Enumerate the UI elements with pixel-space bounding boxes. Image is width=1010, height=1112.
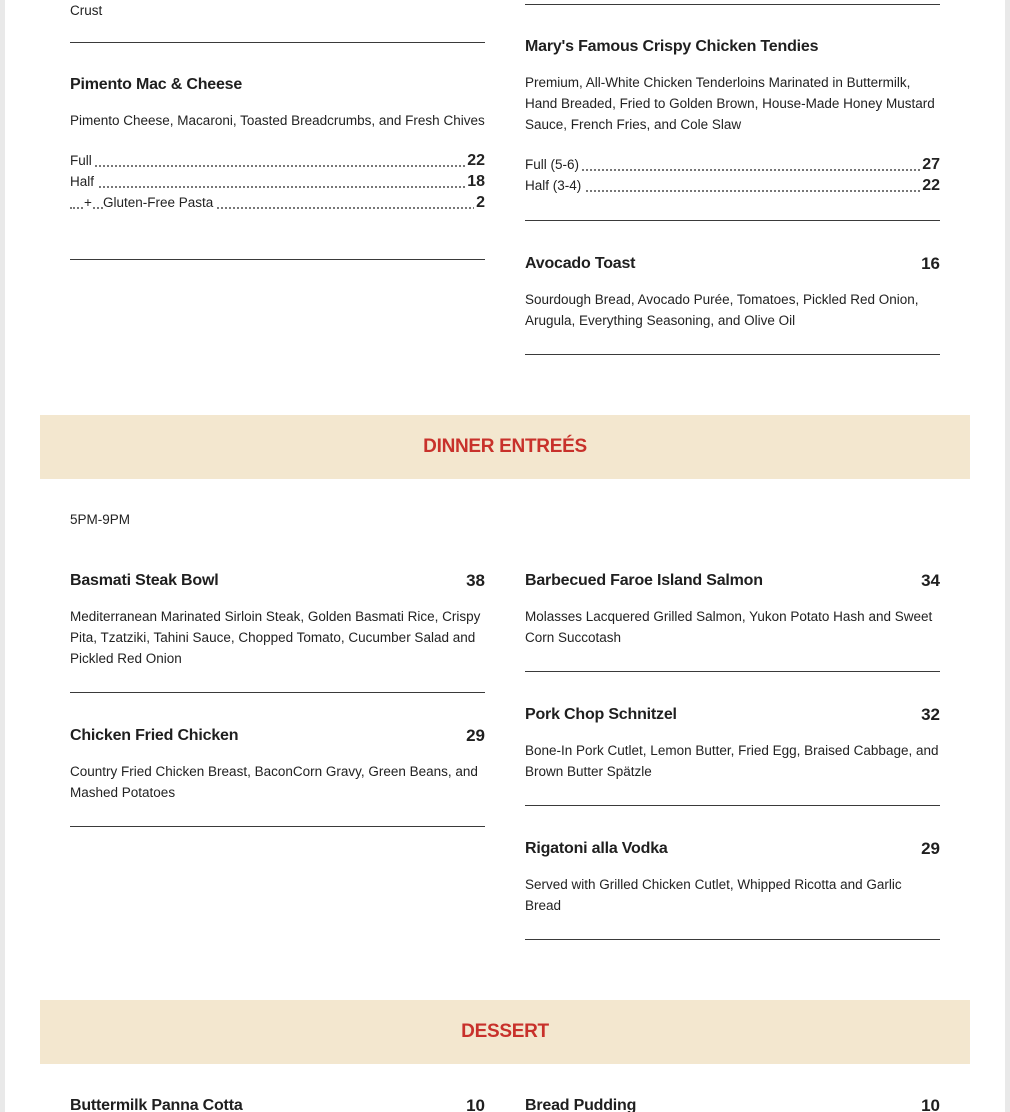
item-price: 16	[921, 254, 940, 273]
item-name: Bread Pudding	[525, 1097, 637, 1112]
addon-price: 2	[476, 194, 485, 211]
menu-item-previous	[70, 0, 485, 43]
addon-row	[70, 192, 485, 213]
dot-leader	[525, 169, 940, 171]
item-description: Country Fried Chicken Breast, BaconCorn Gravy, Green Beans, and Mashed Potatoes	[70, 764, 478, 800]
dessert-left-column	[70, 1093, 485, 1112]
menu-item-pimento-mac	[70, 72, 485, 260]
item-price: 34	[921, 571, 940, 590]
option-price: 22	[467, 152, 485, 169]
menu-item-basmati-steak-bowl	[70, 568, 485, 693]
item-price: 10	[466, 1096, 485, 1112]
menu-item-faroe-salmon	[525, 568, 940, 672]
item-description-fragment: Crust	[70, 3, 103, 18]
option-label: Half	[70, 171, 97, 192]
dot-leader	[525, 190, 940, 192]
menu-item-chicken-fried-chicken	[70, 723, 485, 827]
item-name: Avocado Toast	[525, 255, 636, 272]
dessert-right-column	[525, 1093, 940, 1112]
item-name: Barbecued Faroe Island Salmon	[525, 572, 763, 589]
section-title: DESSERT	[461, 1021, 549, 1042]
section-title: DINNER ENTREÉS	[423, 436, 587, 457]
menu-item-bread-pudding	[525, 1093, 940, 1112]
item-description: Molasses Lacquered Grilled Salmon, Yukon Potato Hash and Sweet Corn Succotash	[525, 609, 933, 645]
item-name: Chicken Fried Chicken	[70, 727, 239, 744]
dot-leader	[70, 165, 485, 167]
item-price: 29	[921, 839, 940, 858]
item-description: Pimento Cheese, Macaroni, Toasted Breadcrumbs, and Fresh Chives	[70, 113, 485, 128]
item-name: Pork Chop Schnitzel	[525, 706, 677, 723]
dot-leader	[70, 186, 485, 188]
item-description: Sourdough Bread, Avocado Purée, Tomatoes, Pickled Red Onion, Arugula, Everything Seasoning, and Olive Oil	[525, 292, 919, 328]
price-options	[525, 154, 940, 196]
section-header-dinner	[40, 415, 970, 479]
item-name: Rigatoni alla Vodka	[525, 840, 668, 857]
price-options	[70, 150, 485, 213]
item-name: Mary's Famous Crispy Chicken Tendies	[525, 38, 819, 55]
item-name: Basmati Steak Bowl	[70, 572, 219, 589]
plus-icon: +	[84, 192, 92, 213]
dinner-right-column	[525, 568, 940, 943]
item-price: 38	[466, 571, 485, 590]
option-label: Half (3-4)	[525, 175, 584, 196]
option-row	[525, 175, 940, 196]
option-price: 27	[922, 156, 940, 173]
section-hours: 5PM-9PM	[70, 512, 131, 527]
option-label: Full	[70, 150, 95, 171]
item-name: Pimento Mac & Cheese	[70, 76, 243, 93]
menu-page	[5, 0, 1005, 1112]
menu-item-avocado-toast	[525, 251, 940, 355]
item-description: Mediterranean Marinated Sirloin Steak, Golden Basmati Rice, Crispy Pita, Tzatziki, Tahini Sauce, Chopped Tomato, Cucumber Salad and Pickled Red Onion	[70, 609, 481, 666]
option-price: 18	[467, 173, 485, 190]
brunch-left-column	[70, 0, 485, 260]
item-name: Buttermilk Panna Cotta	[70, 1097, 243, 1112]
brunch-right-column	[525, 0, 940, 360]
option-price: 22	[922, 177, 940, 194]
option-row	[525, 154, 940, 175]
item-description: Bone-In Pork Cutlet, Lemon Butter, Fried Egg, Braised Cabbage, and Brown Butter Spätzle	[525, 743, 939, 779]
addon-label: Gluten-Free Pasta	[103, 192, 216, 213]
menu-item-chicken-tendies	[525, 34, 940, 221]
menu-item-rigatoni-alla-vodka	[525, 836, 940, 940]
dinner-left-column	[70, 568, 485, 828]
menu-item-panna-cotta	[70, 1093, 485, 1112]
option-row	[70, 171, 485, 192]
menu-item-pork-chop-schnitzel	[525, 702, 940, 806]
option-row	[70, 150, 485, 171]
section-header-dessert	[40, 1000, 970, 1064]
item-price: 10	[921, 1096, 940, 1112]
option-label: Full (5-6)	[525, 154, 582, 175]
item-price: 32	[921, 705, 940, 724]
item-description: Premium, All-White Chicken Tenderloins Marinated in Buttermilk, Hand Breaded, Fried to Golden Brown, House-Made Honey Mustard Sauce, French Fries, and Cole Slaw	[525, 75, 935, 132]
divider	[525, 4, 940, 5]
item-description: Served with Grilled Chicken Cutlet, Whipped Ricotta and Garlic Bread	[525, 877, 902, 913]
item-price: 29	[466, 726, 485, 745]
